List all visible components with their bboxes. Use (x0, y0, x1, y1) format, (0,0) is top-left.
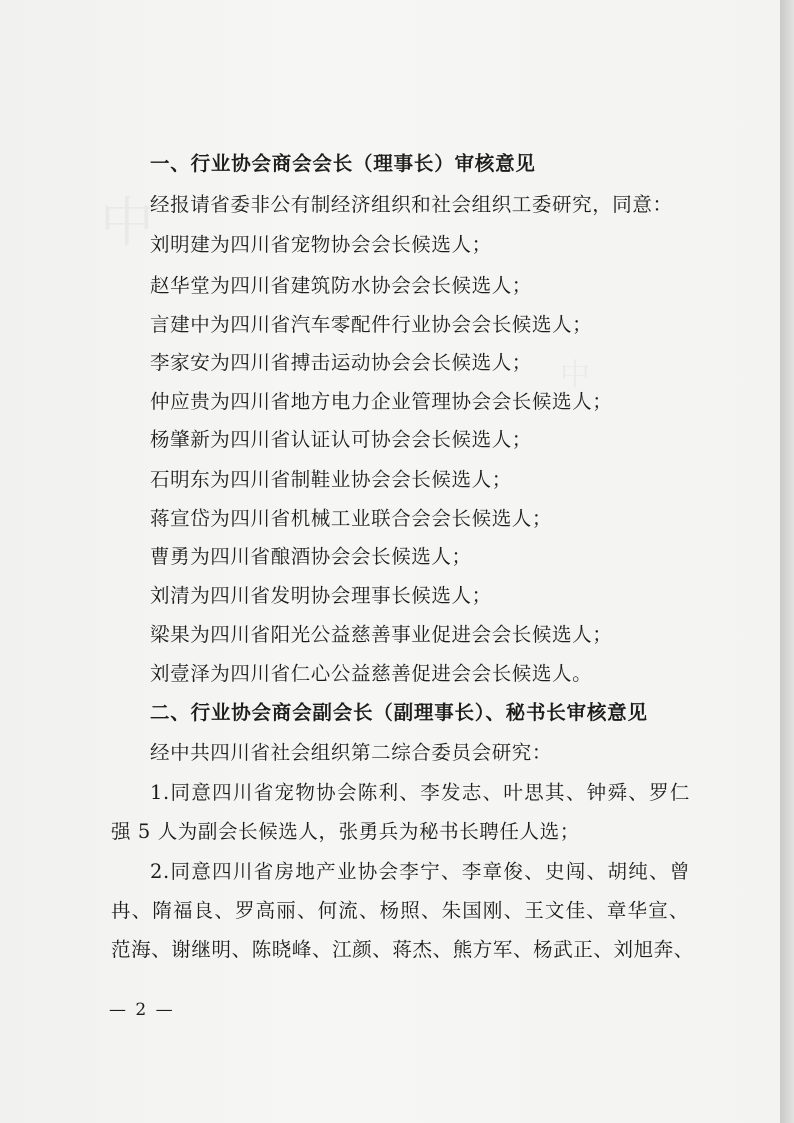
list-item: 言建中为四川省汽车零配件行业协会会长候选人； (150, 313, 593, 336)
paragraph-line: 2.同意四川省房地产业协会李宁、李章俊、史闯、胡纯、曾 (150, 860, 690, 883)
section2-intro: 经中共四川省社会组织第二综合委员会研究： (150, 741, 553, 764)
paragraph-line: 1.同意四川省宠物协会陈利、李发志、叶思其、钟舜、罗仁 (150, 781, 690, 804)
show-through-text (560, 350, 590, 394)
list-item: 梁果为四川省阳光公益慈善事业促进会会长候选人； (150, 623, 613, 646)
page-number: — 2 — (109, 1000, 175, 1020)
list-item: 刘清为四川省发明协会理事长候选人； (150, 584, 492, 607)
paragraph-line: 范海、谢继明、陈晓峰、江颜、蒋杰、熊方军、杨武正、刘旭奔、 (111, 938, 694, 961)
section1-heading: 一、行业协会商会会长（理事长）审核意见 (150, 152, 536, 175)
list-item: 李家安为四川省搏击运动协会会长候选人； (150, 351, 532, 374)
list-item: 刘壹泽为四川省仁心公益慈善促进会会长候选人。 (150, 662, 593, 685)
paragraph-line: 强 5 人为副会长候选人，张勇兵为秘书长聘任人选； (111, 820, 580, 843)
section2-heading: 二、行业协会商会副会长（副理事长）、秘书长审核意见 (150, 701, 648, 724)
list-item: 赵华堂为四川省建筑防水协会会长候选人； (150, 274, 532, 297)
list-item: 杨肇新为四川省认证认可协会会长候选人； (150, 428, 532, 451)
show-through-text (100, 180, 154, 257)
list-item: 蒋宣岱为四川省机械工业联合会会长候选人； (150, 507, 553, 530)
section1-intro: 经报请省委非公有制经济组织和社会组织工委研究，同意： (150, 193, 673, 216)
paragraph-line: 冉、隋福良、罗高丽、何流、杨照、朱国刚、王文佳、章华宣、 (111, 899, 689, 922)
list-item: 曹勇为四川省酿酒协会会长候选人； (150, 545, 472, 568)
page-edge-shadow (780, 0, 794, 1123)
list-item: 刘明建为四川省宠物协会会长候选人； (150, 233, 492, 256)
list-item: 石明东为四川省制鞋业协会会长候选人； (150, 468, 512, 491)
list-item: 仲应贵为四川省地方电力企业管理协会会长候选人； (150, 390, 613, 413)
